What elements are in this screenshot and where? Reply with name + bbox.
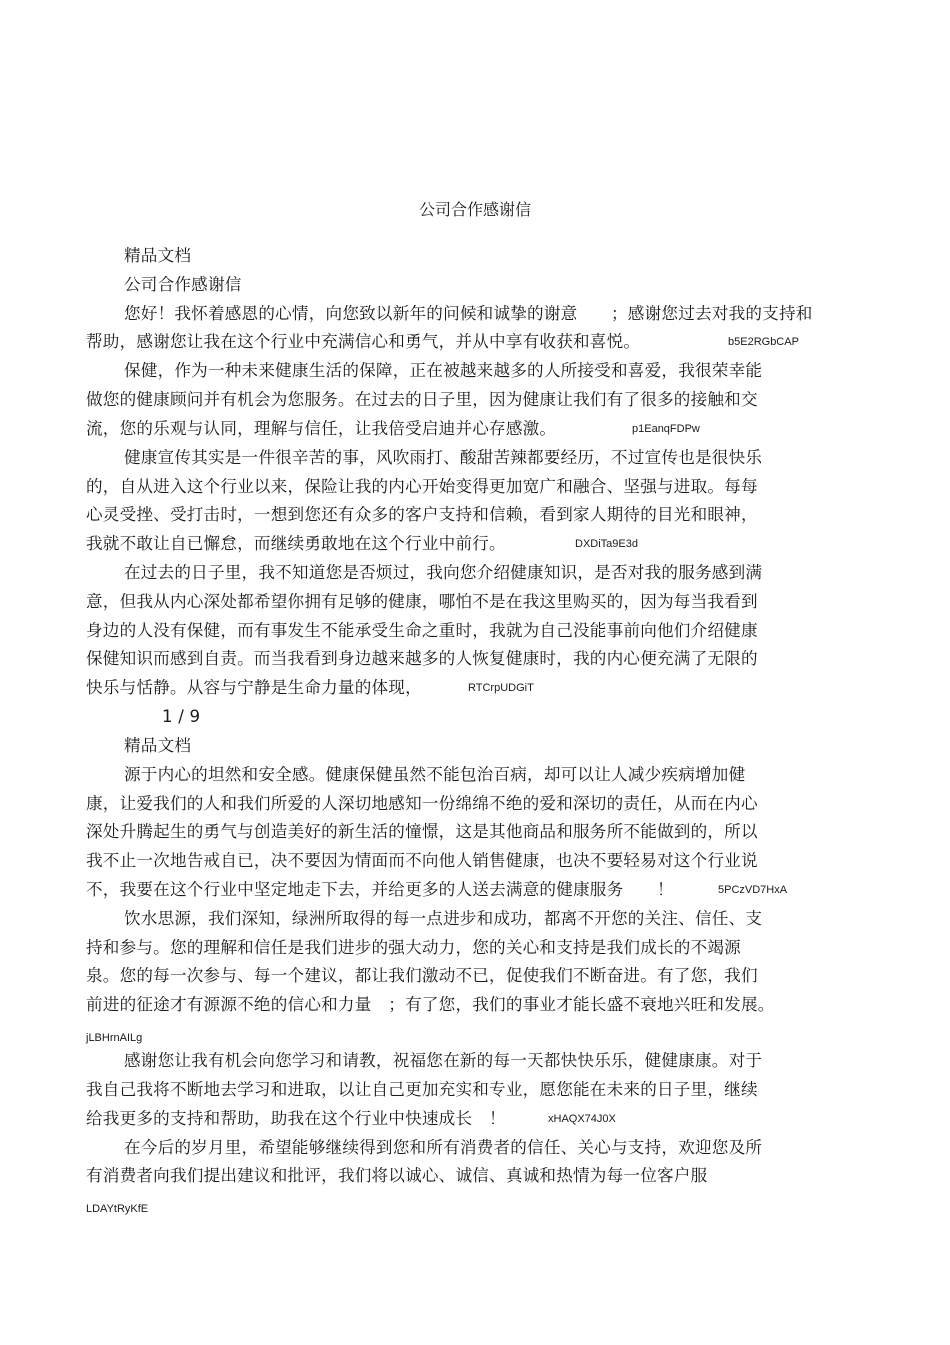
page-number: 1 / 9 bbox=[162, 707, 201, 726]
text-line: 帮助，感谢您让我在这个行业中充满信心和勇气，并从中享有收获和喜悦。 bbox=[86, 332, 641, 351]
text-line: 感谢您让我有机会向您学习和请教，祝福您在新的每一天都快快乐乐，健健康康。对于 bbox=[124, 1051, 763, 1070]
text-line: 源于内心的坦然和安全感。健康保健虽然不能包治百病，却可以让人减少疾病增加健 bbox=[124, 765, 746, 784]
text-line: 前进的征途才有源源不绝的信心和力量 ；有了您，我们的事业才能长盛不衰地兴旺和发展。 bbox=[86, 995, 775, 1014]
text-line: 在今后的岁月里，希望能够继续得到您和所有消费者的信任、关心与支持，欢迎您及所 bbox=[124, 1138, 763, 1157]
text-line: 流，您的乐观与认同，理解与信任，让我倍受启迪并心存感激。 bbox=[86, 419, 557, 438]
text-line: 我不止一次地告戒自已，决不要因为情面而不向他人销售健康，也决不要轻易对这个行业说 bbox=[86, 851, 758, 870]
text-line: 持和参与。您的理解和信任是我们进步的强大动力，您的关心和支持是我们成长的不竭源 bbox=[86, 938, 741, 957]
doc-code: 5PCzVD7HxA bbox=[718, 884, 788, 896]
text-line: 健康宣传其实是一件很辛苦的事，风吹雨打、酸甜苦辣都要经历，不过宣传也是很快乐 bbox=[124, 448, 763, 467]
text-line: 保健知识而感到自责。而当我看到身边越来越多的人恢复健康时，我的内心便充满了无限的 bbox=[86, 649, 758, 668]
doc-code: LDAYtRyKfE bbox=[86, 1203, 149, 1215]
document-title: 公司合作感谢信 bbox=[418, 200, 531, 219]
header-label: 精品文档 bbox=[124, 736, 192, 755]
text-line: 快乐与恬静。从容与宁静是生命力量的体现， bbox=[86, 678, 422, 697]
text-line: 在过去的日子里，我不知道您是否烦过，我向您介绍健康知识，是否对我的服务感到满 bbox=[124, 563, 763, 582]
doc-code: b5E2RGbCAP bbox=[728, 336, 799, 348]
text-line: 的，自从进入这个行业以来，保险让我的内心开始变得更加宽广和融合、坚强与进取。每每 bbox=[86, 477, 758, 496]
text-line: 做您的健康顾问并有机会为您服务。在过去的日子里，因为健康让我们有了很多的接触和交 bbox=[86, 390, 758, 409]
text-line: 泉。您的每一次参与、每一个建议，都让我们激动不已，促使我们不断奋进。有了您，我们 bbox=[86, 966, 758, 985]
text-line: 您好！我怀着感恩的心情，向您致以新年的问候和诚挚的谢意 ；感谢您过去对我的支持和 bbox=[124, 304, 813, 323]
text-line: 身边的人没有保健，而有事发生不能承受生命之重时，我就为自己没能事前向他们介绍健康 bbox=[86, 621, 758, 640]
text-line: 心灵受挫、受打击时，一想到您还有众多的客户支持和信赖，看到家人期待的目光和眼神， bbox=[86, 505, 758, 524]
text-line: 深处升腾起生的勇气与创造美好的新生活的憧憬，这是其他商品和服务所不能做到的，所以 bbox=[86, 822, 758, 841]
letter-heading: 公司合作感谢信 bbox=[124, 275, 242, 294]
doc-code: xHAQX74J0X bbox=[548, 1113, 616, 1125]
text-line: 给我更多的支持和帮助，助我在这个行业中快速成长 ！ bbox=[86, 1109, 506, 1128]
text-line: 有消费者向我们提出建议和批评，我们将以诚心、诚信、真诚和热情为每一位客户服 bbox=[86, 1166, 708, 1185]
text-line: 意，但我从内心深处都希望你拥有足够的健康，哪怕不是在我这里购买的，因为每当我看到 bbox=[86, 592, 758, 611]
text-line: 饮水思源，我们深知，绿洲所取得的每一点进步和成功，都离不开您的关注、信任、支 bbox=[124, 909, 763, 928]
doc-code: RTCrpUDGiT bbox=[468, 682, 534, 694]
text-line: 康，让爱我们的人和我们所爱的人深切地感知一份绵绵不绝的爱和深切的责任，从而在内心 bbox=[86, 794, 758, 813]
doc-code: jLBHrnAILg bbox=[86, 1032, 143, 1044]
text-line: 保健，作为一种未来健康生活的保障，正在被越来越多的人所接受和喜爱，我很荣幸能 bbox=[124, 361, 763, 380]
header-label: 精品文档 bbox=[124, 246, 192, 265]
text-line: 不，我要在这个行业中坚定地走下去，并给更多的人送去满意的健康服务 ！ bbox=[86, 880, 674, 899]
text-line: 我就不敢让自已懈怠，而继续勇敢地在这个行业中前行。 bbox=[86, 534, 506, 553]
text-line: 我自己我将不断地去学习和进取，以让自己更加充实和专业，愿您能在未来的日子里，继续 bbox=[86, 1080, 758, 1099]
doc-code: p1EanqFDPw bbox=[632, 423, 700, 435]
doc-code: DXDiTa9E3d bbox=[575, 538, 638, 550]
